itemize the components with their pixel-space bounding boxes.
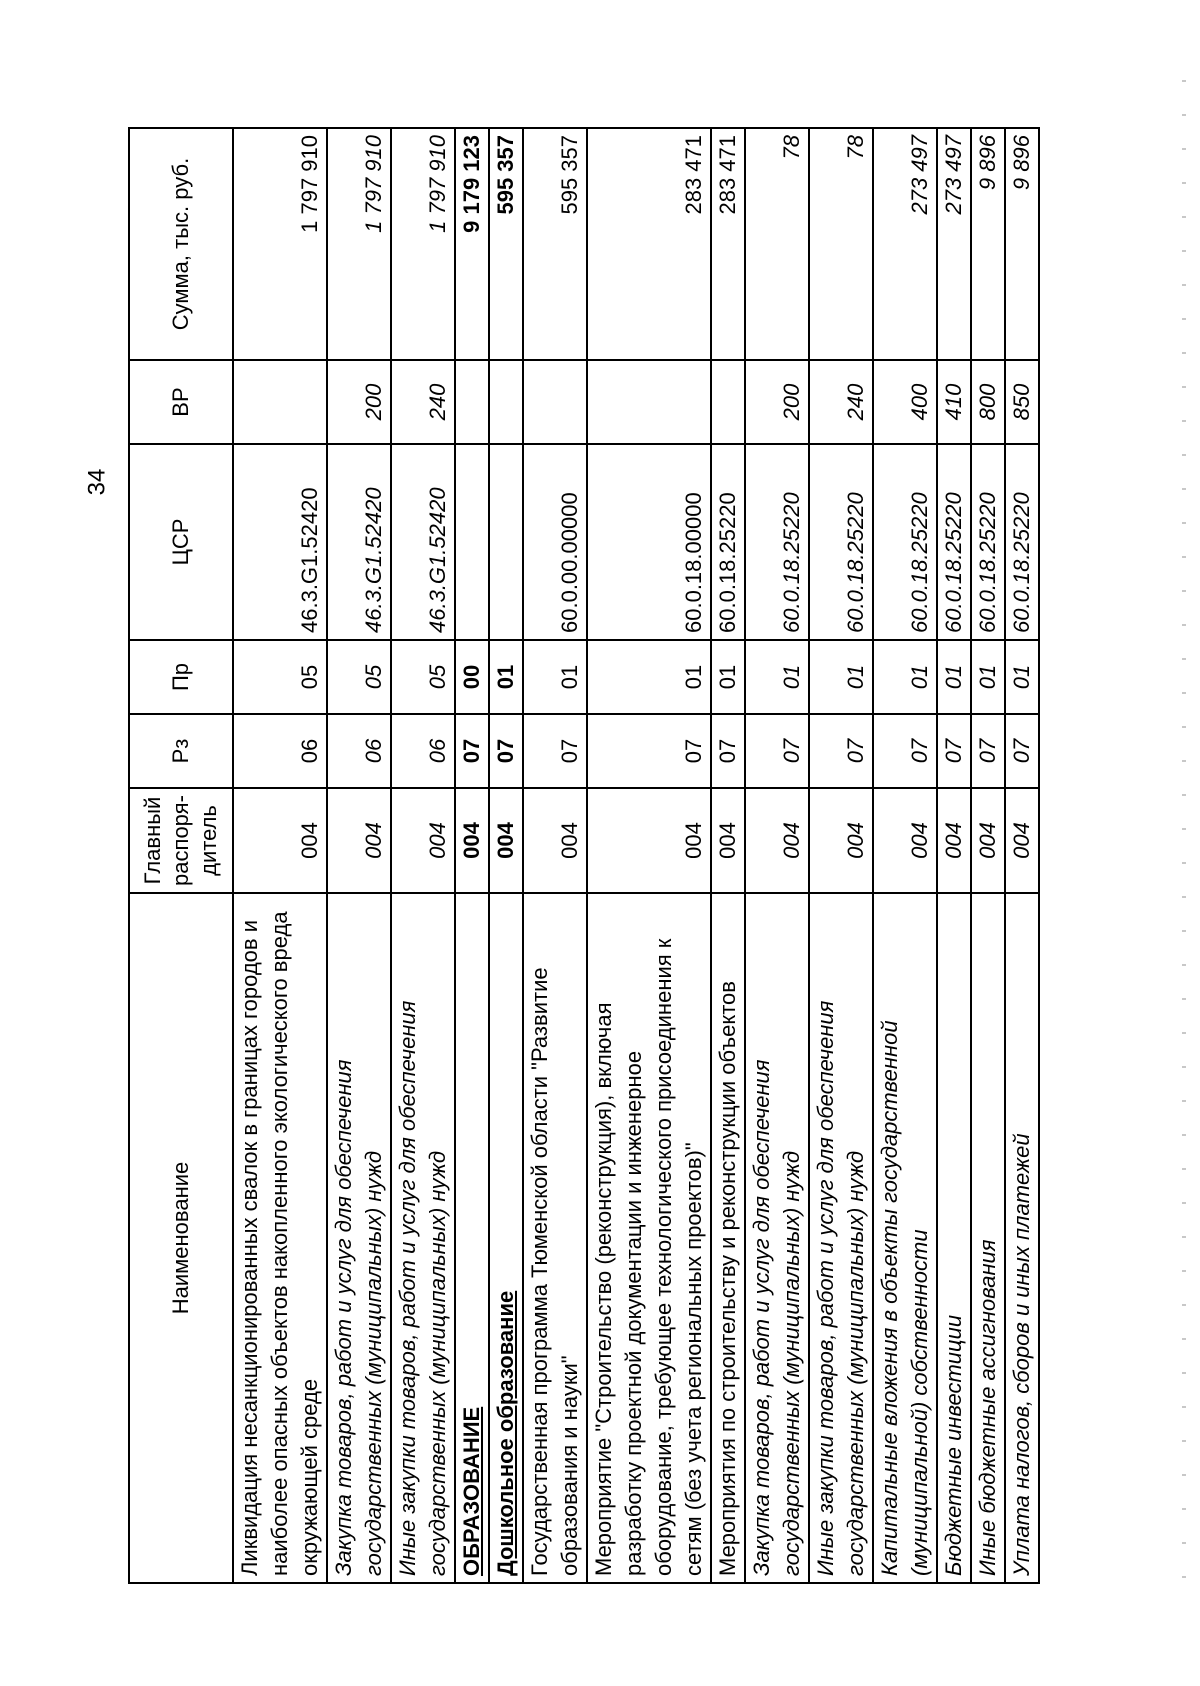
header-name: Наименование (129, 893, 233, 1583)
cell-target-article: 46.3.G1.52420 (391, 444, 455, 640)
cell-section: 07 (523, 714, 587, 788)
cell-subsection: 01 (711, 640, 745, 714)
cell-expense-type: 410 (937, 360, 971, 444)
cell-expense-type: 240 (809, 360, 873, 444)
table-row (809, 128, 873, 1583)
cell-expense-type (489, 360, 523, 444)
page-number: 34 (83, 468, 111, 496)
header-sum: Сумма, тыс. руб. (129, 128, 233, 360)
table-row (391, 128, 455, 1583)
cell-main-manager: 004 (455, 788, 489, 893)
scan-artifact (1182, 80, 1186, 1600)
cell-section: 06 (327, 714, 391, 788)
cell-name: Иные бюджетные ассигнования (971, 893, 1005, 1583)
cell-name: Мероприятия по строительству и реконструкции объектов (711, 893, 745, 1583)
cell-name: Закупка товаров, работ и услуг для обеспечения государственных (муниципальных) нужд (327, 893, 391, 1583)
cell-section: 07 (745, 714, 809, 788)
cell-sum: 9 179 123 (455, 128, 489, 360)
cell-name: Иные закупки товаров, работ и услуг для обеспечения государственных (муниципальных) нужд (391, 893, 455, 1583)
cell-target-article: 46.3.G1.52420 (233, 444, 327, 640)
cell-main-manager: 004 (523, 788, 587, 893)
cell-main-manager: 004 (1005, 788, 1039, 893)
cell-main-manager: 004 (233, 788, 327, 893)
cell-target-article: 60.0.18.25220 (809, 444, 873, 640)
cell-section: 06 (233, 714, 327, 788)
table-row (971, 128, 1005, 1583)
cell-section: 07 (873, 714, 937, 788)
cell-target-article: 60.0.18.25220 (745, 444, 809, 640)
cell-sum: 283 471 (711, 128, 745, 360)
cell-expense-type: 240 (391, 360, 455, 444)
budget-table (128, 127, 1040, 1584)
cell-target-article: 46.3.G1.52420 (327, 444, 391, 640)
cell-target-article (489, 444, 523, 640)
cell-target-article: 60.0.00.00000 (523, 444, 587, 640)
cell-subsection: 01 (809, 640, 873, 714)
cell-target-article: 60.0.18.00000 (587, 444, 711, 640)
cell-expense-type (523, 360, 587, 444)
cell-subsection: 01 (523, 640, 587, 714)
cell-sum: 78 (745, 128, 809, 360)
header-expense-type: ВР (129, 360, 233, 444)
cell-main-manager: 004 (809, 788, 873, 893)
cell-expense-type: 200 (745, 360, 809, 444)
table-row (937, 128, 971, 1583)
cell-target-article: 60.0.18.25220 (873, 444, 937, 640)
cell-section: 07 (937, 714, 971, 788)
cell-expense-type (711, 360, 745, 444)
cell-main-manager: 004 (971, 788, 1005, 893)
cell-name: Мероприятие "Строительство (реконструкция), включая разработку проектной документации и инженерное оборудование, требующее технологического присоединения к сетям (без учета региональных проектов)" (587, 893, 711, 1583)
cell-target-article: 60.0.18.25220 (971, 444, 1005, 640)
table-row (745, 128, 809, 1583)
cell-subsection: 01 (489, 640, 523, 714)
cell-target-article: 60.0.18.25220 (937, 444, 971, 640)
cell-name: Ликвидация несанкционированных свалок в границах городов и наиболее опасных объектов накопленного экологического вреда окружающей среде (233, 893, 327, 1583)
cell-sum: 595 357 (523, 128, 587, 360)
cell-target-article: 60.0.18.25220 (711, 444, 745, 640)
cell-name: ОБРАЗОВАНИЕ (455, 893, 489, 1583)
cell-target-article (455, 444, 489, 640)
cell-sum: 283 471 (587, 128, 711, 360)
cell-name: Государственная программа Тюменской области "Развитие образования и науки" (523, 893, 587, 1583)
cell-subsection: 00 (455, 640, 489, 714)
table-row (1005, 128, 1039, 1583)
table-row (489, 128, 523, 1583)
cell-name: Уплата налогов, сборов и иных платежей (1005, 893, 1039, 1583)
cell-sum: 78 (809, 128, 873, 360)
cell-section: 07 (1005, 714, 1039, 788)
cell-sum: 1 797 910 (391, 128, 455, 360)
cell-name: Иные закупки товаров, работ и услуг для обеспечения государственных (муниципальных) нужд (809, 893, 873, 1583)
cell-expense-type: 800 (971, 360, 1005, 444)
cell-main-manager: 004 (327, 788, 391, 893)
header-row (129, 128, 233, 1583)
cell-section: 07 (711, 714, 745, 788)
header-section: Рз (129, 714, 233, 788)
cell-target-article: 60.0.18.25220 (1005, 444, 1039, 640)
cell-subsection: 05 (327, 640, 391, 714)
header-main-manager: Главный распоря-дитель (129, 788, 233, 893)
cell-name: Закупка товаров, работ и услуг для обеспечения государственных (муниципальных) нужд (745, 893, 809, 1583)
table-row (711, 128, 745, 1583)
header-target-article: ЦСР (129, 444, 233, 640)
cell-section: 07 (587, 714, 711, 788)
cell-name: Бюджетные инвестиции (937, 893, 971, 1583)
table-row (327, 128, 391, 1583)
cell-main-manager: 004 (711, 788, 745, 893)
cell-sum: 595 357 (489, 128, 523, 360)
table-row (873, 128, 937, 1583)
cell-subsection: 01 (971, 640, 1005, 714)
cell-main-manager: 004 (587, 788, 711, 893)
cell-expense-type (233, 360, 327, 444)
cell-subsection: 01 (873, 640, 937, 714)
cell-subsection: 01 (1005, 640, 1039, 714)
cell-expense-type: 850 (1005, 360, 1039, 444)
cell-section: 07 (489, 714, 523, 788)
cell-subsection: 01 (587, 640, 711, 714)
header-subsection: Пр (129, 640, 233, 714)
table-row (587, 128, 711, 1583)
cell-sum: 273 497 (873, 128, 937, 360)
table-row (455, 128, 489, 1583)
cell-main-manager: 004 (489, 788, 523, 893)
cell-expense-type (587, 360, 711, 444)
cell-name: Капитальные вложения в объекты государственной (муниципальной) собственности (873, 893, 937, 1583)
cell-section: 07 (971, 714, 1005, 788)
cell-sum: 1 797 910 (233, 128, 327, 360)
cell-sum: 273 497 (937, 128, 971, 360)
cell-expense-type: 200 (327, 360, 391, 444)
table-row (523, 128, 587, 1583)
cell-subsection: 05 (391, 640, 455, 714)
rotated-table-container (128, 129, 1034, 1584)
cell-main-manager: 004 (937, 788, 971, 893)
table-row (233, 128, 327, 1583)
cell-section: 07 (455, 714, 489, 788)
cell-expense-type (455, 360, 489, 444)
cell-sum: 9 896 (1005, 128, 1039, 360)
cell-sum: 9 896 (971, 128, 1005, 360)
cell-section: 07 (809, 714, 873, 788)
cell-main-manager: 004 (391, 788, 455, 893)
cell-section: 06 (391, 714, 455, 788)
cell-name: Дошкольное образование (489, 893, 523, 1583)
cell-subsection: 01 (745, 640, 809, 714)
cell-sum: 1 797 910 (327, 128, 391, 360)
cell-subsection: 01 (937, 640, 971, 714)
cell-expense-type: 400 (873, 360, 937, 444)
cell-main-manager: 004 (873, 788, 937, 893)
cell-main-manager: 004 (745, 788, 809, 893)
cell-subsection: 05 (233, 640, 327, 714)
